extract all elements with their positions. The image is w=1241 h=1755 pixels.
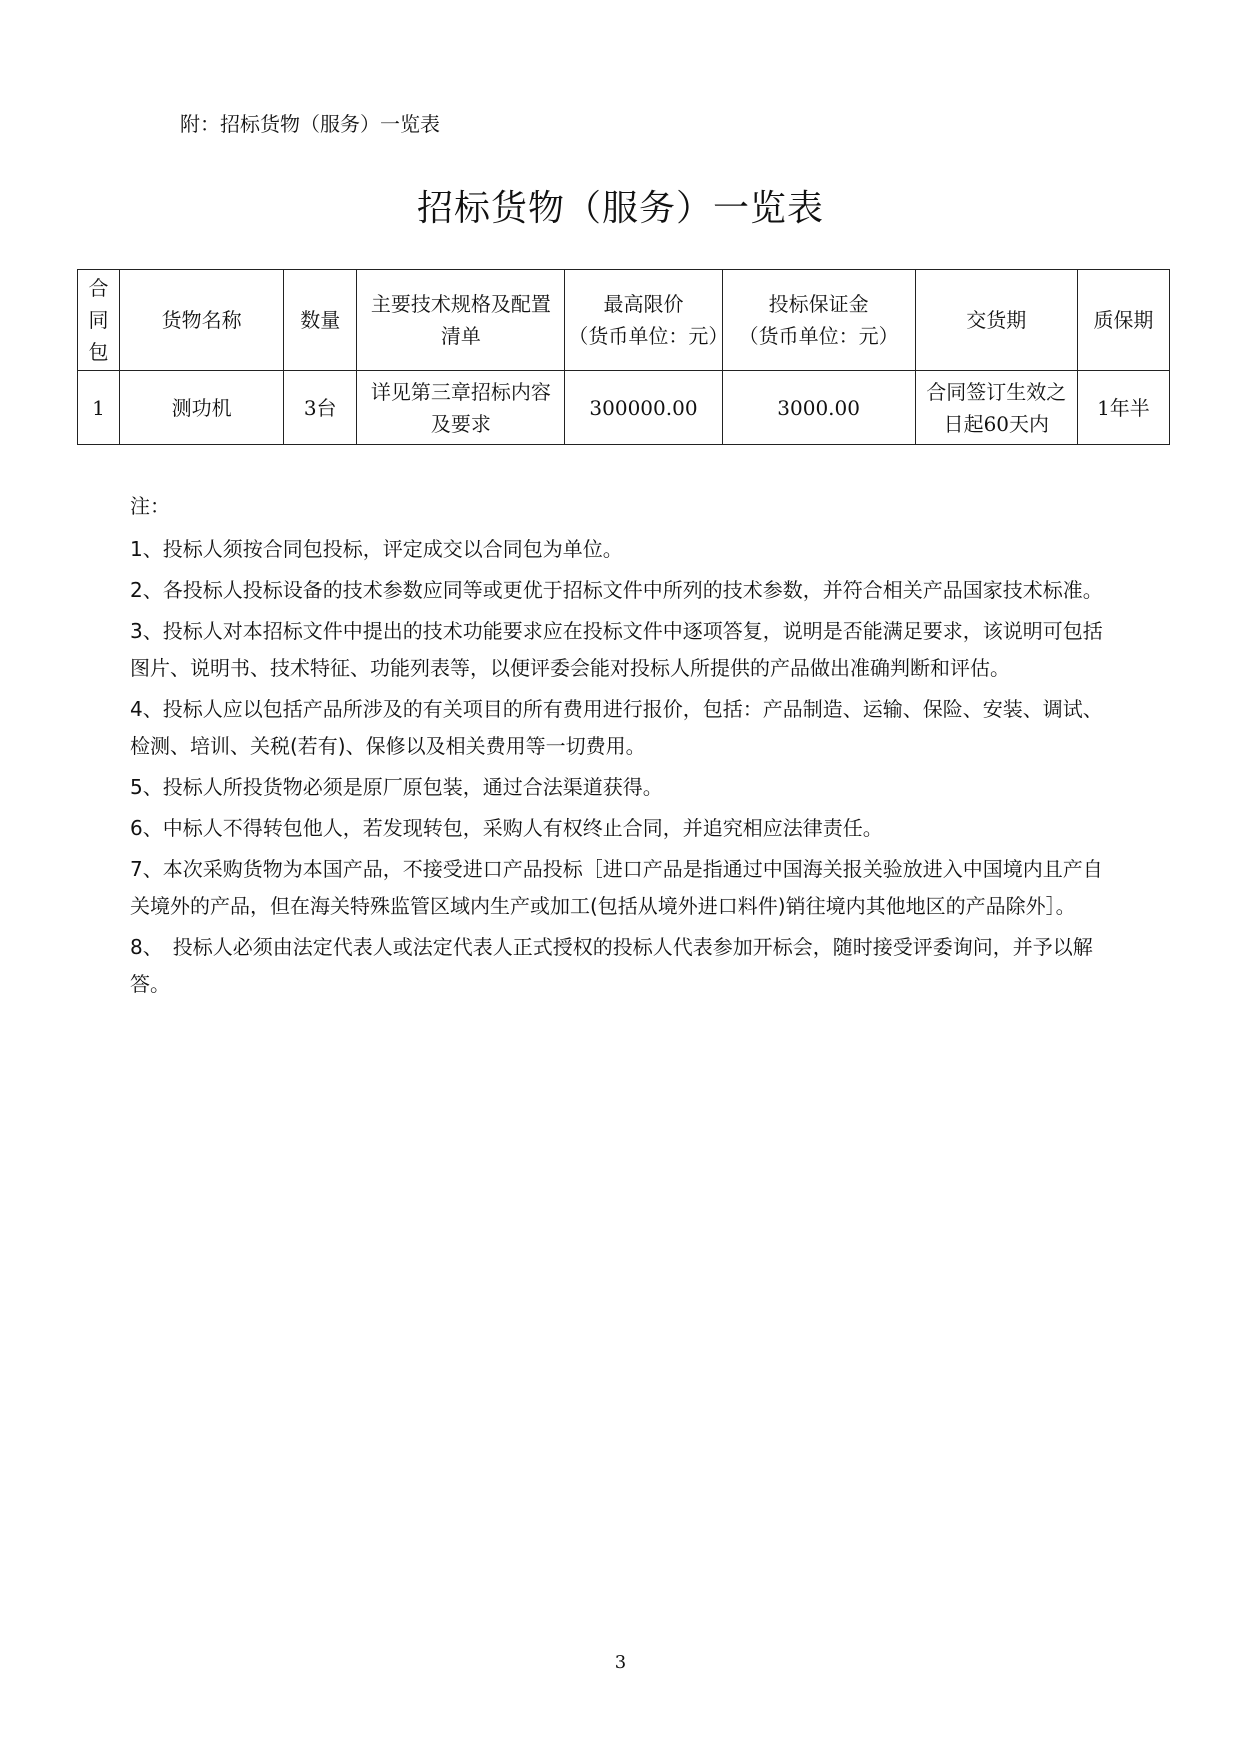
cell-spec-line: 及要求 [430, 411, 491, 436]
header-package-char: 合 [88, 276, 109, 300]
table-header-row [78, 270, 1170, 371]
document-title: 招标货物（服务）一览表 [416, 188, 824, 229]
header-deposit [722, 270, 915, 371]
header-warranty: 质保期 [1077, 270, 1169, 371]
notes-heading: 注： [130, 494, 170, 518]
page-number: 3 [614, 1652, 627, 1673]
cell-warranty: 1年半 [1077, 371, 1169, 445]
note-item: 8、 投标人必须由法定代表人或法定代表人正式授权的投标人代表参加开标会，随时接受评委询问，并予以解答。 [130, 935, 1093, 996]
cell-quantity: 3台 [284, 371, 357, 445]
note-item: 1、投标人须按合同包投标，评定成交以合同包为单位。 [130, 537, 623, 561]
header-spec [357, 270, 565, 371]
notes-section [130, 488, 1120, 1007]
cell-delivery-line: 合同签订生效之 [926, 379, 1067, 404]
header-max-price-line: （货币单位：元） [568, 324, 729, 348]
note-item: 6、中标人不得转包他人，若发现转包，采购人有权终止合同，并追究相应法律责任。 [130, 816, 883, 840]
table-row [78, 371, 1170, 445]
attachment-label: 附：招标货物（服务）一览表 [180, 112, 440, 136]
header-delivery: 交货期 [915, 270, 1077, 371]
cell-package: 1 [78, 371, 120, 445]
cell-delivery [915, 371, 1077, 445]
cell-deposit: 3000.00 [722, 371, 915, 445]
cell-max-price: 300000.00 [565, 371, 722, 445]
header-spec-line: 主要技术规格及配置 [370, 292, 551, 316]
cell-goods-name: 测功机 [120, 371, 284, 445]
header-spec-line: 清单 [440, 324, 481, 348]
header-max-price [565, 270, 729, 371]
header-max-price-line: 最高限价 [603, 292, 684, 316]
header-quantity: 数量 [284, 270, 357, 371]
header-package-char: 包 [88, 340, 109, 364]
note-item: 2、各投标人投标设备的技术参数应同等或更优于招标文件中所列的技术参数，并符合相关产品国家技术标准。 [130, 578, 1103, 602]
note-item: 5、投标人所投货物必须是原厂原包装，通过合法渠道获得。 [130, 775, 663, 799]
cell-spec [357, 371, 565, 445]
header-deposit-line: （货币单位：元） [738, 324, 899, 348]
header-deposit-line: 投标保证金 [768, 292, 869, 316]
goods-table [77, 269, 1170, 445]
header-package [78, 270, 120, 371]
note-item: 3、投标人对本招标文件中提出的技术功能要求应在投标文件中逐项答复，说明是否能满足要求，该说明可包括图片、说明书、技术特征、功能列表等，以便评委会能对投标人所提供的产品做出准确判断和评估。 [130, 619, 1103, 680]
cell-delivery-line: 日起60天内 [943, 411, 1050, 436]
cell-spec-line: 详见第三章招标内容 [370, 379, 551, 404]
note-item: 4、投标人应以包括产品所涉及的有关项目的所有费用进行报价，包括：产品制造、运输、保险、安装、调试、检测、培训、关税(若有)、保修以及相关费用等一切费用。 [130, 697, 1103, 758]
note-item: 7、本次采购货物为本国产品，不接受进口产品投标［进口产品是指通过中国海关报关验放进入中国境内且产自关境外的产品，但在海关特殊监管区域内生产或加工(包括从境外进口料件)销往境内其他地区的产品除外］。 [130, 857, 1103, 918]
header-package-char: 同 [88, 308, 109, 332]
header-goods-name: 货物名称 [120, 270, 284, 371]
